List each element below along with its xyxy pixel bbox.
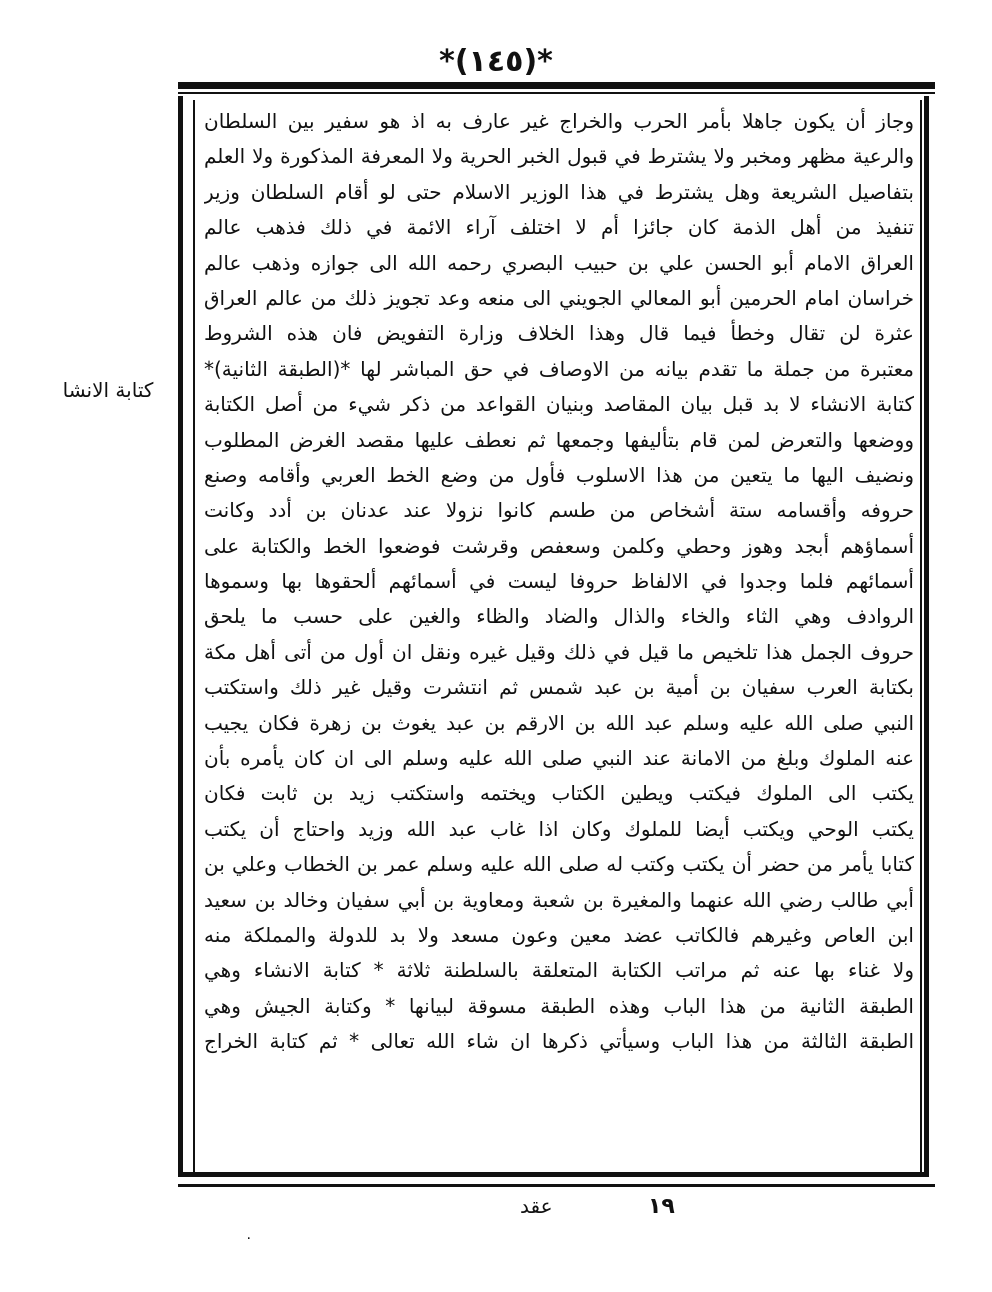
signature-number: ١٩ xyxy=(648,1194,675,1219)
text-line: عنه الملوك وبلغ من الامانة عند النبي صلى الله عليه وسلم الى ان كان يأمره بأن xyxy=(204,746,914,771)
stray-mark: ٠ xyxy=(245,1230,253,1246)
text-line: بتفاصيل الشريعة وهل يشترط في هذا الوزير الاسلام حتى لو أقام السلطان وزير xyxy=(204,179,914,204)
text-line: خراسان امام الحرمين أبو المعالي الجويني الى منعه وعد تجويز ذلك من عالم العراق xyxy=(204,285,914,310)
header-rule-thin xyxy=(178,92,935,94)
text-line: أسماؤهم أبجد وهوز وحطي وكلمن وسعفص وقرشت فوضعوا الخط والكتابة على xyxy=(204,533,914,558)
page-number: *(١٤٥)* xyxy=(439,44,553,79)
text-line: معتبرة من جملة ما تقدم بيانه من الاوصاف في حق المباشر لها *(الطبقة الثانية)* xyxy=(204,356,914,381)
text-line: والرعية مظهر ومخبر ولا يشترط في قبول الخبر الحرية ولا المعرفة المذكورة ولا العلم xyxy=(204,144,914,169)
signature-mark: عقد xyxy=(520,1194,553,1218)
text-line: العراق الامام أبو الحسن علي بن حبيب البصري رحمه الله الى جوازه وذهب عالم xyxy=(204,250,914,275)
footer-rule xyxy=(178,1184,935,1187)
text-line: بكتابة العرب سفيان بن أمية بن عبد شمس ثم انتشرت وقيل غير ذلك واستكتب xyxy=(204,675,914,700)
text-line: الطبقة الثالثة من هذا الباب وسيأتي ذكرها ان شاء الله تعالى * ثم كتابة الخراج xyxy=(204,1029,914,1054)
text-line: أبي طالب رضي الله عنهما والمغيرة بن شعبة ومعاوية بن أبي سفيان وخالد بن سعيد xyxy=(204,887,914,912)
text-line: النبي صلى الله عليه وسلم عبد الله بن الارقم بن عبد يغوث بن زهرة فكان يجيب xyxy=(204,710,914,735)
text-line: الطبقة الثانية من هذا الباب وهذه الطبقة مسوقة لبيانها * وكتابة الجيش وهي xyxy=(204,993,914,1018)
text-line: أسمائهم فلما وجدوا في الالفاظ حروفا ليست في أسمائهم ألحقوها بها وسموها xyxy=(204,569,914,594)
text-line: كتابة الانشاء لا بد قبل بيان المقاصد وبنيان القواعد من ذكر شيء من أصل الكتابة xyxy=(204,392,914,417)
text-line: كتابا يأمر من حضر أن يكتب وكتب له صلى الله عليه وسلم عمر بن الخطاب وعلي بن xyxy=(204,852,914,877)
text-line: يكتب الوحي ويكتب أيضا للملوك وكان اذا غاب عبد الله وزيد واحتاج أن يكتب xyxy=(204,816,914,841)
header-rule xyxy=(178,82,935,89)
margin-note: كتابة الانشا xyxy=(62,378,154,402)
main-text xyxy=(200,104,918,1170)
text-line: الروادف وهي الثاء والخاء والذال والضاد والظاء والغين على حسب ما يلحق xyxy=(204,604,914,629)
text-line: ابن العاص وغيرهم فالكاتب عضد معين وعون مسعد ولا بد للدولة والمملكة منه xyxy=(204,922,914,947)
text-line: ولا غناء بها عنه ثم مراتب الكتابة المتعلقة بالسلطنة ثلاثة * كتابة الانشاء وهي xyxy=(204,958,914,983)
text-line: تنفيذ من أهل الذمة كان جائزا أم لا اختلف آراء الائمة في ذلك فذهب عالم xyxy=(204,215,914,240)
text-line: عثرة لن تقال وخطأ فيما قال وهذا الخلاف وزارة التفويض فان هذه الشروط xyxy=(204,321,914,346)
text-line: حروف الجمل هذا تلخيص ما قيل في ذلك وقيل غيره ونقل ان أول من أتى أهل مكة xyxy=(204,639,914,664)
text-line: ونضيف اليها ما يتعين من هذا الاسلوب فأول من وضع الخط العربي وأقامه وصنع xyxy=(204,462,914,487)
text-line: يكتب الى الملوك فيكتب ويطين الكتاب ويختمه واستكتب زيد بن ثابت فكان xyxy=(204,781,914,806)
text-line: حروفه وأقسامه ستة أشخاص من طسم كانوا نزولا عند عدنان بن أدد وكانت xyxy=(204,498,914,523)
text-line: ووضعها والتعرض لمن قام بتأليفها وجمعها ثم نعطف عليها مقصد الغرض المطلوب xyxy=(204,427,914,452)
text-line: وجاز أن يكون جاهلا بأمر الحرب والخراج غير عارف به اذ هو سفير بين السلطان xyxy=(204,109,914,133)
